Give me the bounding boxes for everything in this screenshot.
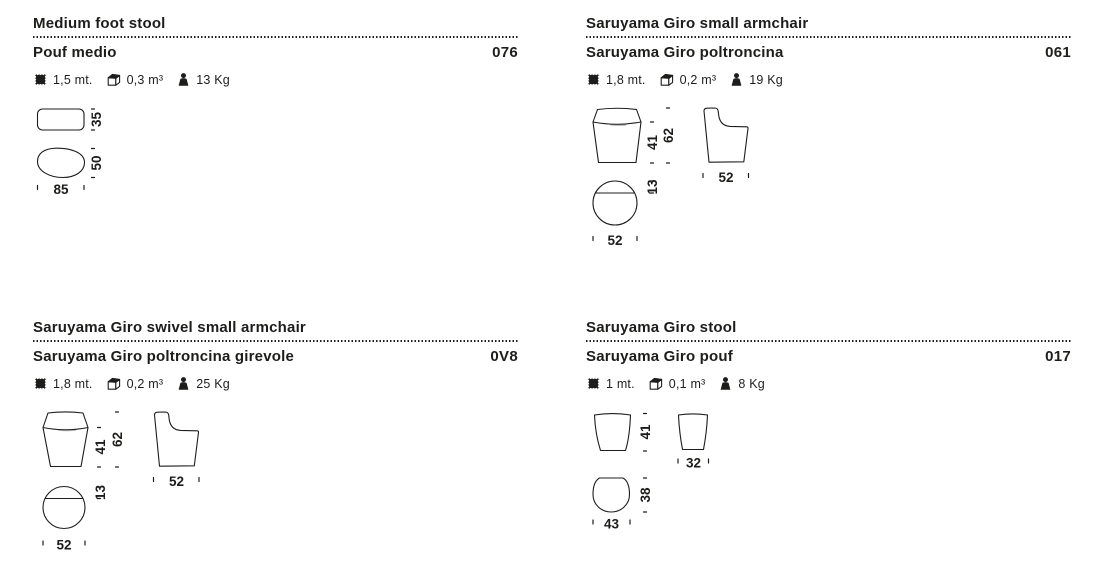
product-name-en: Saruyama Giro small armchair — [586, 15, 809, 32]
dim-label-backrest-depth: 13 — [93, 484, 108, 501]
dimension-diagram — [586, 100, 761, 250]
volume-cube-icon — [648, 376, 664, 391]
product-card-small-armchair — [586, 14, 1071, 248]
front-view — [43, 412, 88, 467]
product-specs — [586, 72, 1071, 87]
side-view — [155, 412, 199, 466]
front-view-seat-line — [593, 122, 641, 124]
spec-volume — [106, 72, 164, 87]
spec-weight-value: 13 Kg — [196, 72, 230, 87]
side-view — [679, 414, 708, 450]
product-name-en: Saruyama Giro stool — [586, 319, 737, 336]
spec-fabric-meters-value: 1,8 mt. — [53, 376, 93, 391]
spec-volume-value: 0,2 m³ — [126, 376, 164, 391]
spec-volume-value: 0,3 m³ — [126, 72, 164, 87]
front-view-seat-line — [43, 428, 88, 430]
spec-weight — [176, 376, 230, 391]
product-card-swivel-armchair — [33, 318, 518, 553]
dimension-diagram — [33, 404, 213, 556]
spec-fabric-meters — [33, 376, 93, 391]
product-specs — [33, 376, 518, 391]
dim-label-backrest-depth: 13 — [645, 179, 660, 195]
dotted-divider — [33, 36, 518, 38]
dim-label-side-width: 32 — [685, 455, 702, 471]
weight-icon — [729, 72, 744, 87]
dim-label-top-width: 52 — [56, 537, 72, 553]
volume-cube-icon — [106, 376, 122, 391]
spec-weight-value: 19 Kg — [749, 72, 783, 87]
spec-volume — [648, 376, 706, 391]
weight-icon — [176, 72, 191, 87]
product-name-it: Saruyama Giro poltroncina — [586, 44, 784, 61]
fabric-swatch-icon — [586, 376, 601, 391]
dim-label-side-depth: 52 — [718, 170, 734, 185]
dim-label-top-width: 43 — [603, 516, 620, 532]
product-name-en: Medium foot stool — [33, 15, 166, 32]
top-view — [43, 487, 85, 529]
product-name-en: Saruyama Giro swivel small armchair — [33, 319, 306, 336]
spec-weight — [176, 72, 230, 87]
front-view — [38, 109, 85, 130]
weight-icon — [176, 376, 191, 391]
dotted-divider — [586, 340, 1071, 342]
volume-cube-icon — [659, 72, 675, 87]
front-view — [593, 108, 641, 162]
dimension-diagram — [586, 404, 721, 536]
fabric-swatch-icon — [586, 72, 601, 87]
product-name-it: Pouf medio — [33, 44, 117, 61]
product-specs — [586, 376, 1071, 391]
spec-volume — [106, 376, 164, 391]
spec-fabric-meters — [33, 72, 93, 87]
spec-volume-value: 0,1 m³ — [668, 376, 706, 391]
product-card-stool — [586, 318, 1071, 532]
spec-volume — [659, 72, 717, 87]
product-code: 017 — [1045, 348, 1071, 365]
product-code: 0V8 — [490, 348, 518, 365]
dimension-diagram — [33, 100, 133, 202]
dim-label-front-height: 35 — [89, 111, 104, 128]
product-card-medium-foot-stool — [33, 14, 518, 197]
product-code: 061 — [1045, 44, 1071, 61]
fabric-swatch-icon — [33, 72, 48, 87]
product-specs — [33, 72, 518, 87]
top-view — [38, 148, 85, 177]
spec-weight-value: 8 Kg — [738, 376, 765, 391]
weight-icon — [718, 376, 733, 391]
dim-label-side-depth: 52 — [168, 474, 185, 489]
dim-label-top-width: 52 — [607, 233, 623, 248]
dim-label-total-height: 62 — [661, 127, 676, 144]
dim-label-top-depth: 50 — [89, 155, 104, 171]
top-view — [593, 478, 630, 512]
product-name-it: Saruyama Giro poltroncina girevole — [33, 348, 295, 365]
dotted-divider — [586, 36, 1071, 38]
spec-weight — [718, 376, 765, 391]
spec-fabric-meters — [586, 376, 635, 391]
dotted-divider — [33, 340, 518, 342]
product-name-it: Saruyama Giro pouf — [586, 348, 733, 365]
fabric-swatch-icon — [33, 376, 48, 391]
top-view — [593, 181, 637, 225]
spec-fabric-meters-value: 1 mt. — [606, 376, 635, 391]
dim-label-top-depth: 38 — [638, 487, 653, 503]
dim-label-total-height: 62 — [110, 431, 125, 448]
volume-cube-icon — [106, 72, 122, 87]
side-view — [704, 108, 748, 162]
front-view — [595, 414, 631, 451]
dim-label-height: 41 — [638, 424, 653, 440]
dim-label-top-width: 85 — [53, 182, 69, 197]
dim-label-seat-height: 41 — [93, 439, 108, 455]
spec-fabric-meters-value: 1,5 mt. — [53, 72, 93, 87]
spec-weight-value: 25 Kg — [196, 376, 230, 391]
spec-weight — [729, 72, 783, 87]
spec-volume-value: 0,2 m³ — [679, 72, 717, 87]
dim-label-seat-height: 41 — [645, 134, 660, 151]
spec-fabric-meters-value: 1,8 mt. — [606, 72, 646, 87]
product-code: 076 — [492, 44, 518, 61]
spec-fabric-meters — [586, 72, 646, 87]
